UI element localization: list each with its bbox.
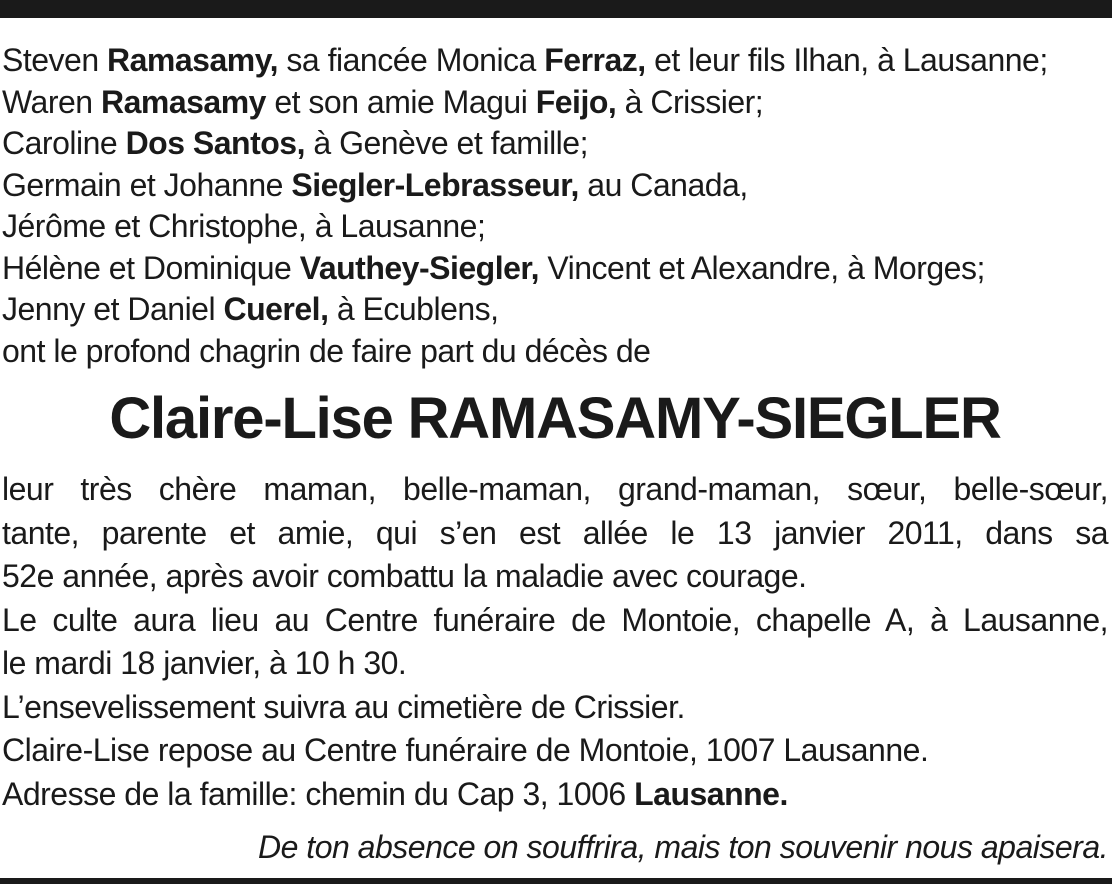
surname-emphasis: Vauthey-Siegler, <box>299 249 539 286</box>
body-line <box>2 729 1108 773</box>
text-segment: Adresse de la famille: chemin du Cap 3, 1006 <box>2 775 635 812</box>
surname-emphasis: Ramasamy, <box>107 42 279 78</box>
surname-emphasis: Feijo, <box>535 83 617 120</box>
family-line <box>2 248 1108 290</box>
family-announcement <box>2 40 1108 372</box>
text-segment: et son amie Magui <box>265 83 536 120</box>
body-line <box>2 642 1108 686</box>
text-segment: et leur fils Ilhan, à Lausanne; <box>645 42 1048 78</box>
body-line <box>2 773 1108 817</box>
text-segment: Waren <box>2 83 101 120</box>
family-line <box>2 331 1108 373</box>
family-line <box>2 165 1108 207</box>
surname-emphasis: Ramasamy <box>100 83 266 120</box>
deceased-name: Claire-Lise RAMASAMY-SIEGLER <box>109 386 1001 451</box>
surname-emphasis: Lausanne. <box>634 775 788 812</box>
surname-emphasis: Dos Santos, <box>125 125 305 161</box>
obituary-body <box>2 468 1108 816</box>
body-line <box>2 686 1108 730</box>
text-segment: Vincent et Alexandre, à Morges; <box>538 249 985 286</box>
body-line <box>2 555 1108 599</box>
body-line <box>2 599 1108 643</box>
text-segment: Jérôme et Christophe, à Lausanne; <box>2 208 486 244</box>
text-segment: tante, parente et amie, qui s’en est allée le 13 janvier 2011, dans sa <box>2 514 1108 551</box>
surname-emphasis: Siegler-Lebrasseur, <box>291 166 579 203</box>
text-segment: Germain et Johanne <box>2 166 292 203</box>
closing-quote: De ton absence on souffrira, mais ton souvenir nous apaisera. <box>258 829 1108 865</box>
surname-emphasis: Cuerel, <box>223 291 329 327</box>
obituary-notice <box>2 40 1108 869</box>
text-segment: ont le profond chagrin de faire part du décès de <box>2 332 651 369</box>
family-line <box>2 40 1108 82</box>
surname-emphasis: Ferraz, <box>544 42 646 78</box>
body-line <box>2 468 1108 512</box>
top-border-rule <box>0 0 1112 18</box>
text-segment: le mardi 18 janvier, à 10 h 30. <box>2 645 407 681</box>
text-segment: Le culte aura lieu au Centre funéraire de Montoie, chapelle A, à Lausanne, <box>2 601 1108 638</box>
text-segment: au Canada, <box>578 166 748 203</box>
text-segment: à Genève et famille; <box>304 125 588 161</box>
text-segment: Caroline <box>2 125 126 161</box>
text-segment: leur très chère maman, belle-maman, grand-maman, sœur, belle-sœur, <box>2 471 1108 507</box>
text-segment: Jenny et Daniel <box>2 291 224 327</box>
text-segment: Steven <box>2 42 108 78</box>
text-segment: 52e année, après avoir combattu la maladie avec courage. <box>2 558 807 594</box>
family-line <box>2 82 1108 124</box>
bottom-border-rule <box>0 878 1112 884</box>
family-line <box>2 289 1108 331</box>
text-segment: à Crissier; <box>616 83 764 120</box>
text-segment: sa fiancée Monica <box>278 42 545 78</box>
text-segment: Hélène et Dominique <box>2 249 300 286</box>
family-line <box>2 123 1108 165</box>
text-segment: Claire-Lise repose au Centre funéraire de Montoie, 1007 Lausanne. <box>2 732 929 768</box>
text-segment: L’ensevelissement suivra au cimetière de Crissier. <box>2 688 685 725</box>
body-line <box>2 512 1108 556</box>
family-line <box>2 206 1108 248</box>
text-segment: à Ecublens, <box>328 291 499 327</box>
